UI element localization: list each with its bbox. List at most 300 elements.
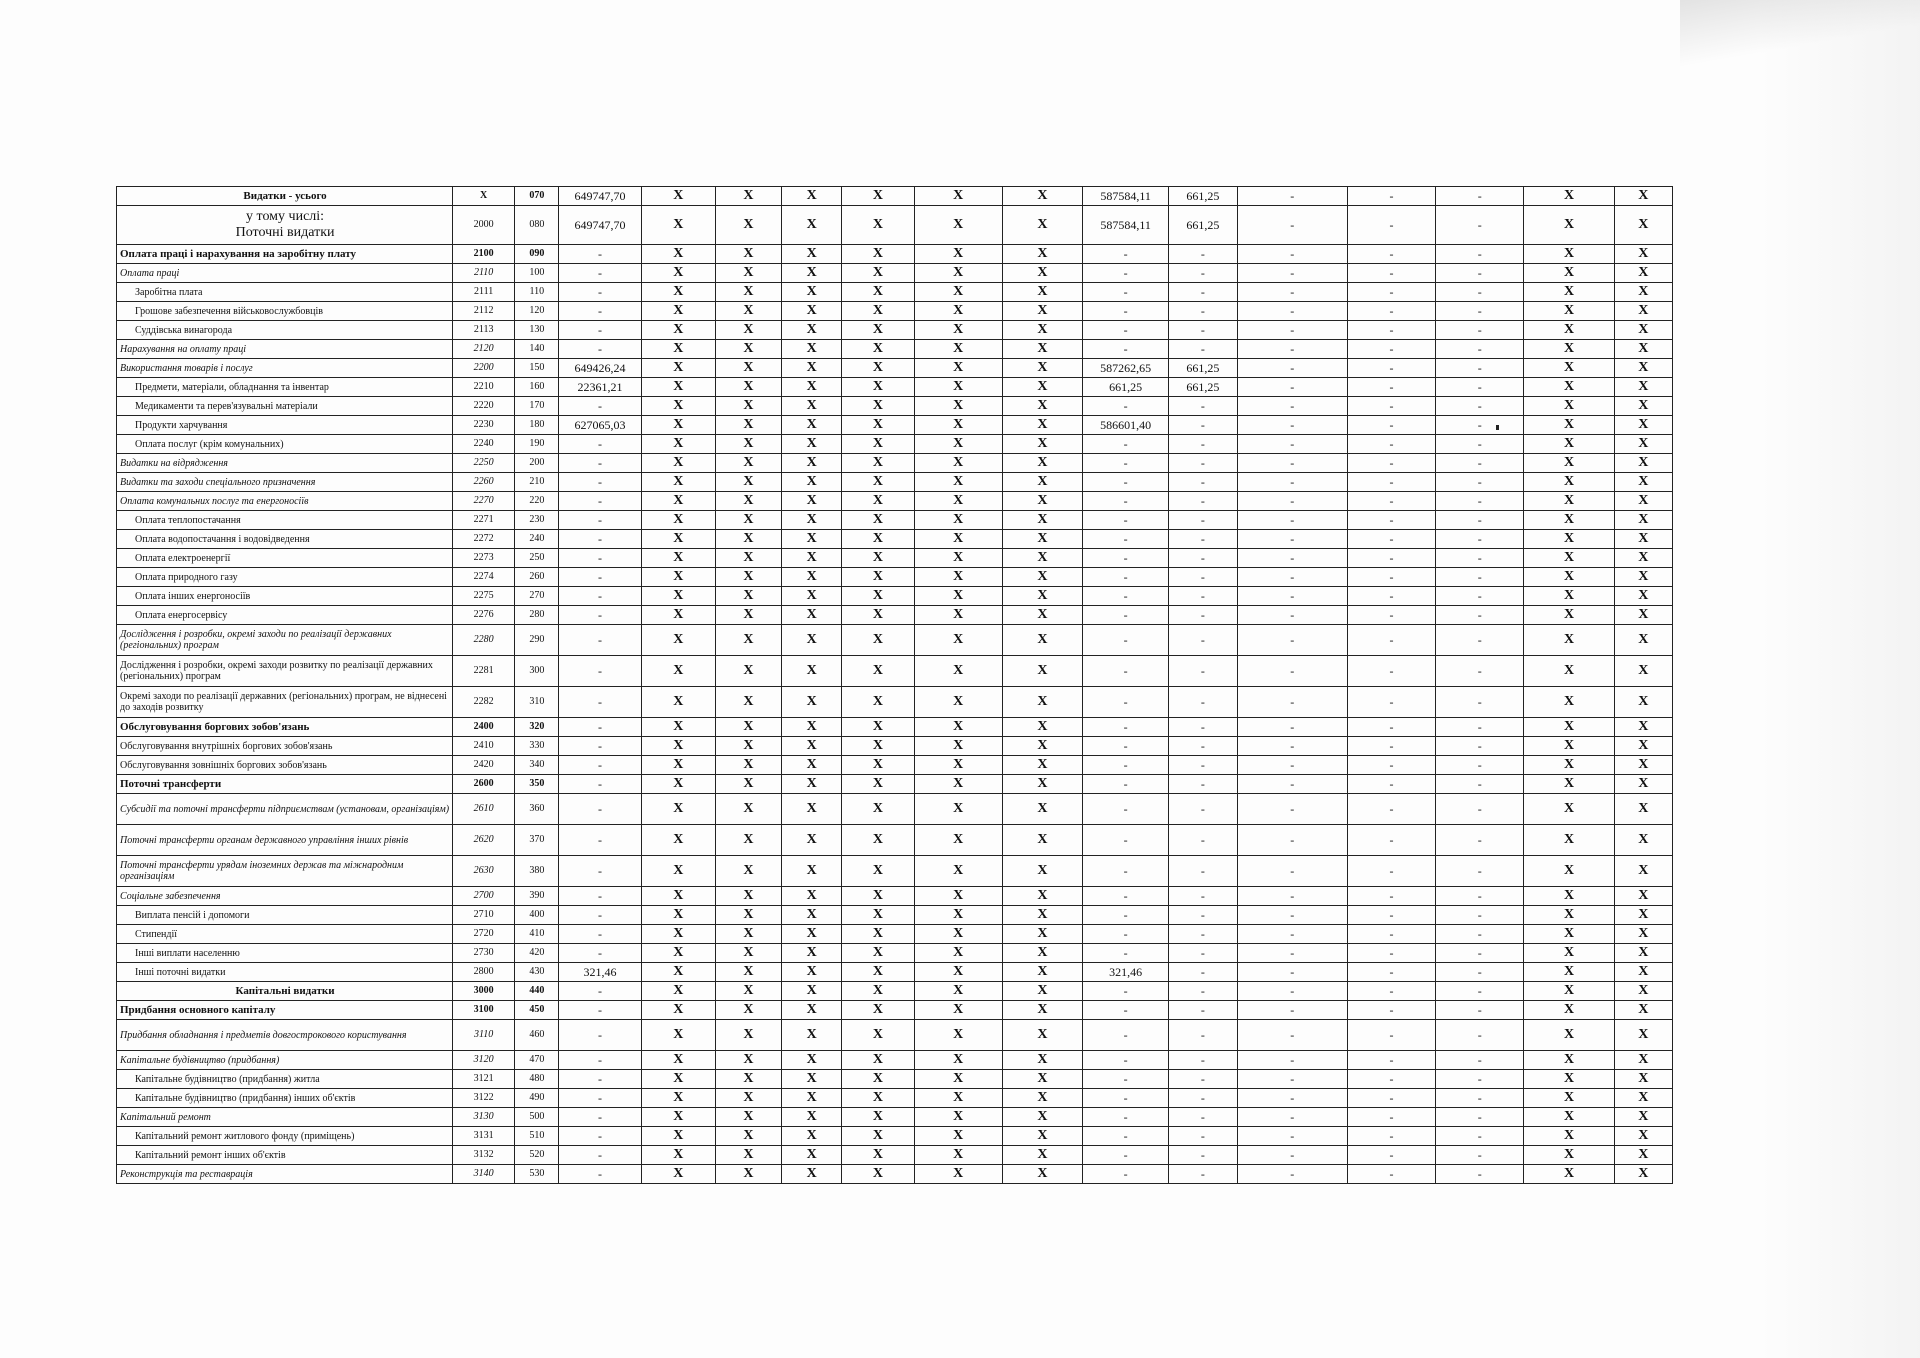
cell-c9: X	[914, 887, 1002, 906]
cell-cash: 587584,11	[1083, 206, 1169, 245]
cell-c12: 661,25	[1169, 378, 1237, 397]
cell-c7: X	[782, 530, 842, 549]
cell-c7: X	[782, 473, 842, 492]
cell-c6: X	[715, 737, 781, 756]
table-row	[117, 435, 1673, 454]
cell-kekv: 2282	[453, 687, 515, 718]
cell-c17: X	[1614, 359, 1672, 378]
table-row	[117, 944, 1673, 963]
cell-c12: -	[1169, 856, 1237, 887]
cell-kekv: X	[453, 187, 515, 206]
cell-c5: X	[641, 718, 715, 737]
cell-c7: X	[782, 340, 842, 359]
cell-c9: X	[914, 1001, 1002, 1020]
cell-c10: X	[1002, 549, 1082, 568]
cell-c13: -	[1237, 1051, 1347, 1070]
cell-c13: -	[1237, 944, 1347, 963]
cell-cash: -	[1083, 397, 1169, 416]
cell-kekv: 3140	[453, 1165, 515, 1184]
row-name-cell: Капітальний ремонт інших об'єктів	[117, 1146, 453, 1165]
cell-plan: -	[559, 856, 641, 887]
cell-c10: X	[1002, 530, 1082, 549]
cell-c6: X	[715, 1165, 781, 1184]
cell-c5: X	[641, 397, 715, 416]
cell-c12: -	[1169, 656, 1237, 687]
cell-plan: -	[559, 245, 641, 264]
cell-c13: -	[1237, 756, 1347, 775]
cell-c13: -	[1237, 397, 1347, 416]
cell-c17: X	[1614, 1146, 1672, 1165]
cell-c8: X	[842, 1070, 914, 1089]
cell-c5: X	[641, 1051, 715, 1070]
cell-c15: -	[1436, 718, 1524, 737]
cell-line: 430	[515, 963, 559, 982]
cell-c5: X	[641, 906, 715, 925]
cell-c8: X	[842, 982, 914, 1001]
cell-c13: -	[1237, 1001, 1347, 1020]
cell-kekv: 2220	[453, 397, 515, 416]
cell-c9: X	[914, 492, 1002, 511]
cell-c15: -	[1436, 397, 1524, 416]
cell-line: 350	[515, 775, 559, 794]
row-name-cell: Придбання обладнання і предметів довгострокового користування	[117, 1020, 453, 1051]
cell-c8: X	[842, 568, 914, 587]
cell-c13: -	[1237, 245, 1347, 264]
cell-c15: -	[1436, 775, 1524, 794]
cell-line: 440	[515, 982, 559, 1001]
cell-cash: -	[1083, 492, 1169, 511]
cell-c14: -	[1347, 1001, 1435, 1020]
cell-c9: X	[914, 511, 1002, 530]
cell-cash: -	[1083, 1146, 1169, 1165]
cell-c17: X	[1614, 264, 1672, 283]
cell-c5: X	[641, 625, 715, 656]
cell-plan: -	[559, 906, 641, 925]
cell-c10: X	[1002, 1051, 1082, 1070]
cell-kekv: 3120	[453, 1051, 515, 1070]
cell-c6: X	[715, 416, 781, 435]
cell-c7: X	[782, 187, 842, 206]
cell-line: 330	[515, 737, 559, 756]
cell-cash: -	[1083, 454, 1169, 473]
cell-c14: -	[1347, 925, 1435, 944]
row-name-cell: Соціальне забезпечення	[117, 887, 453, 906]
cell-c8: X	[842, 454, 914, 473]
cell-c17: X	[1614, 718, 1672, 737]
cell-c16: X	[1524, 906, 1614, 925]
cell-line: 500	[515, 1108, 559, 1127]
cell-c17: X	[1614, 1001, 1672, 1020]
cell-c7: X	[782, 1165, 842, 1184]
table-row	[117, 856, 1673, 887]
table-row	[117, 206, 1673, 245]
cell-c6: X	[715, 718, 781, 737]
cell-line: 170	[515, 397, 559, 416]
cell-kekv: 3000	[453, 982, 515, 1001]
row-name-cell: Оплата праці	[117, 264, 453, 283]
cell-c8: X	[842, 1108, 914, 1127]
cell-c12: 661,25	[1169, 187, 1237, 206]
cell-c15: -	[1436, 283, 1524, 302]
cell-c6: X	[715, 283, 781, 302]
row-name-cell: Інші поточні видатки	[117, 963, 453, 982]
cell-plan: -	[559, 775, 641, 794]
row-name-cell: Обслуговування боргових зобов'язань	[117, 718, 453, 737]
cell-c16: X	[1524, 606, 1614, 625]
cell-c14: -	[1347, 963, 1435, 982]
cell-c14: -	[1347, 1070, 1435, 1089]
cell-line: 140	[515, 340, 559, 359]
cell-c16: X	[1524, 302, 1614, 321]
cell-c16: X	[1524, 887, 1614, 906]
cell-cash: -	[1083, 340, 1169, 359]
cell-c15: -	[1436, 302, 1524, 321]
cell-c6: X	[715, 606, 781, 625]
cell-c5: X	[641, 454, 715, 473]
cell-c7: X	[782, 492, 842, 511]
cell-c17: X	[1614, 1070, 1672, 1089]
cell-c16: X	[1524, 1051, 1614, 1070]
cell-c10: X	[1002, 264, 1082, 283]
cell-c17: X	[1614, 606, 1672, 625]
cell-c12: -	[1169, 925, 1237, 944]
cell-c7: X	[782, 687, 842, 718]
cell-cash: -	[1083, 856, 1169, 887]
cell-kekv: 2250	[453, 454, 515, 473]
cell-line: 290	[515, 625, 559, 656]
cell-c9: X	[914, 245, 1002, 264]
cell-c9: X	[914, 568, 1002, 587]
cell-c10: X	[1002, 737, 1082, 756]
cell-plan: -	[559, 794, 641, 825]
cell-c17: X	[1614, 1165, 1672, 1184]
cell-c10: X	[1002, 963, 1082, 982]
cell-c8: X	[842, 737, 914, 756]
cell-c17: X	[1614, 775, 1672, 794]
cell-c6: X	[715, 1001, 781, 1020]
table-row	[117, 1108, 1673, 1127]
table-row	[117, 656, 1673, 687]
cell-c10: X	[1002, 775, 1082, 794]
cell-c12: -	[1169, 492, 1237, 511]
cell-c6: X	[715, 1127, 781, 1146]
cell-c6: X	[715, 756, 781, 775]
table-row	[117, 397, 1673, 416]
cell-line: 200	[515, 454, 559, 473]
cell-c13: -	[1237, 1146, 1347, 1165]
table-row	[117, 963, 1673, 982]
row-name-cell: Оплата енергосервісу	[117, 606, 453, 625]
table-row	[117, 756, 1673, 775]
cell-cash: -	[1083, 906, 1169, 925]
cell-c7: X	[782, 925, 842, 944]
cell-c17: X	[1614, 982, 1672, 1001]
cell-c12: -	[1169, 568, 1237, 587]
cell-c16: X	[1524, 587, 1614, 606]
cell-c13: -	[1237, 1108, 1347, 1127]
row-name-cell: у тому числі: Поточні видатки	[117, 206, 453, 245]
cell-plan: -	[559, 1146, 641, 1165]
cell-c7: X	[782, 321, 842, 340]
cell-kekv: 2260	[453, 473, 515, 492]
cell-c14: -	[1347, 492, 1435, 511]
cell-c16: X	[1524, 530, 1614, 549]
cell-c6: X	[715, 530, 781, 549]
cell-c5: X	[641, 1020, 715, 1051]
cell-c15: -	[1436, 378, 1524, 397]
cell-c9: X	[914, 944, 1002, 963]
cell-kekv: 2400	[453, 718, 515, 737]
cell-c14: -	[1347, 1146, 1435, 1165]
cell-c15: -	[1436, 656, 1524, 687]
cell-c6: X	[715, 775, 781, 794]
cell-plan: -	[559, 606, 641, 625]
cell-c10: X	[1002, 856, 1082, 887]
cell-c7: X	[782, 283, 842, 302]
cell-c15: -	[1436, 435, 1524, 454]
cell-c6: X	[715, 625, 781, 656]
table-row	[117, 906, 1673, 925]
cell-plan: -	[559, 656, 641, 687]
row-name-cell: Предмети, матеріали, обладнання та інвентар	[117, 378, 453, 397]
cell-c14: -	[1347, 887, 1435, 906]
cell-c7: X	[782, 435, 842, 454]
cell-c15: -	[1436, 1108, 1524, 1127]
cell-line: 180	[515, 416, 559, 435]
cell-c5: X	[641, 825, 715, 856]
cell-plan: -	[559, 1108, 641, 1127]
cell-c15: -	[1436, 321, 1524, 340]
cell-c12: -	[1169, 687, 1237, 718]
cell-c7: X	[782, 416, 842, 435]
cell-c7: X	[782, 359, 842, 378]
cell-c6: X	[715, 397, 781, 416]
row-name-cell: Дослідження і розробки, окремі заходи по реалізації державних (регіональних) програм	[117, 625, 453, 656]
cell-c12: -	[1169, 825, 1237, 856]
cell-line: 310	[515, 687, 559, 718]
cell-c6: X	[715, 321, 781, 340]
row-name-cell: Видатки на відрядження	[117, 454, 453, 473]
table-row	[117, 1146, 1673, 1165]
cell-plan: -	[559, 435, 641, 454]
cell-plan: 649426,24	[559, 359, 641, 378]
cell-c9: X	[914, 340, 1002, 359]
cell-c13: -	[1237, 530, 1347, 549]
page-corner-fold	[1680, 0, 1920, 70]
cell-c7: X	[782, 1127, 842, 1146]
table-row	[117, 416, 1673, 435]
table-row	[117, 718, 1673, 737]
cell-kekv: 3131	[453, 1127, 515, 1146]
cell-c12: -	[1169, 587, 1237, 606]
row-name-cell: Інші виплати населенню	[117, 944, 453, 963]
table-row	[117, 1070, 1673, 1089]
row-name-cell: Субсидії та поточні трансферти підприємствам (установам, організаціям)	[117, 794, 453, 825]
cell-c13: -	[1237, 656, 1347, 687]
cell-c14: -	[1347, 1089, 1435, 1108]
cell-c5: X	[641, 435, 715, 454]
cell-c5: X	[641, 1070, 715, 1089]
cell-c14: -	[1347, 206, 1435, 245]
cell-c14: -	[1347, 1165, 1435, 1184]
cell-c5: X	[641, 982, 715, 1001]
cell-c6: X	[715, 587, 781, 606]
cell-line: 240	[515, 530, 559, 549]
cell-c13: -	[1237, 963, 1347, 982]
cell-c17: X	[1614, 1108, 1672, 1127]
cell-c5: X	[641, 1001, 715, 1020]
cell-c12: -	[1169, 549, 1237, 568]
cell-c16: X	[1524, 397, 1614, 416]
cell-c8: X	[842, 340, 914, 359]
cell-c9: X	[914, 321, 1002, 340]
cell-c9: X	[914, 397, 1002, 416]
row-name-cell: Капітальний ремонт житлового фонду (приміщень)	[117, 1127, 453, 1146]
cell-c5: X	[641, 856, 715, 887]
cell-c17: X	[1614, 794, 1672, 825]
cell-c12: -	[1169, 944, 1237, 963]
row-name-cell: Виплата пенсій і допомоги	[117, 906, 453, 925]
row-name-cell: Оплата теплопостачання	[117, 511, 453, 530]
row-name-cell: Оплата інших енергоносіїв	[117, 587, 453, 606]
cell-c15: -	[1436, 606, 1524, 625]
cell-plan: -	[559, 302, 641, 321]
cell-line: 210	[515, 473, 559, 492]
cell-plan: -	[559, 530, 641, 549]
cell-plan: -	[559, 625, 641, 656]
cell-c10: X	[1002, 492, 1082, 511]
cell-cash: -	[1083, 435, 1169, 454]
cell-c5: X	[641, 264, 715, 283]
cell-c17: X	[1614, 530, 1672, 549]
cell-c12: -	[1169, 606, 1237, 625]
cell-c14: -	[1347, 775, 1435, 794]
cell-c6: X	[715, 340, 781, 359]
cell-c15: -	[1436, 530, 1524, 549]
cell-c15: -	[1436, 416, 1524, 435]
cell-c9: X	[914, 687, 1002, 718]
cell-c14: -	[1347, 245, 1435, 264]
table-row	[117, 1020, 1673, 1051]
cell-c12: -	[1169, 340, 1237, 359]
cell-c9: X	[914, 737, 1002, 756]
expenditure-report-table	[116, 186, 1673, 1184]
cell-c9: X	[914, 1020, 1002, 1051]
cell-c7: X	[782, 737, 842, 756]
cell-plan: 649747,70	[559, 206, 641, 245]
cell-c16: X	[1524, 492, 1614, 511]
cell-c14: -	[1347, 856, 1435, 887]
cell-plan: -	[559, 737, 641, 756]
cell-c7: X	[782, 794, 842, 825]
cell-kekv: 2730	[453, 944, 515, 963]
cell-c15: -	[1436, 454, 1524, 473]
cell-kekv: 2112	[453, 302, 515, 321]
table-row	[117, 302, 1673, 321]
cell-c16: X	[1524, 925, 1614, 944]
cell-line: 250	[515, 549, 559, 568]
cell-c13: -	[1237, 775, 1347, 794]
cell-kekv: 2600	[453, 775, 515, 794]
cell-c15: -	[1436, 1146, 1524, 1165]
table-row	[117, 587, 1673, 606]
cell-c10: X	[1002, 340, 1082, 359]
cell-cash: -	[1083, 718, 1169, 737]
cell-c8: X	[842, 492, 914, 511]
cell-c14: -	[1347, 1051, 1435, 1070]
cell-c9: X	[914, 187, 1002, 206]
cell-cash: -	[1083, 687, 1169, 718]
cell-c15: -	[1436, 245, 1524, 264]
cell-plan: -	[559, 756, 641, 775]
cell-c12: -	[1169, 737, 1237, 756]
cell-c8: X	[842, 245, 914, 264]
cell-plan: -	[559, 718, 641, 737]
cell-c5: X	[641, 606, 715, 625]
cell-c12: -	[1169, 963, 1237, 982]
cell-c7: X	[782, 1001, 842, 1020]
cell-c15: -	[1436, 925, 1524, 944]
cell-plan: 649747,70	[559, 187, 641, 206]
cell-c16: X	[1524, 825, 1614, 856]
cell-c9: X	[914, 925, 1002, 944]
cell-c10: X	[1002, 982, 1082, 1001]
cell-c12: -	[1169, 1020, 1237, 1051]
cell-c6: X	[715, 944, 781, 963]
table-row	[117, 530, 1673, 549]
cell-c10: X	[1002, 906, 1082, 925]
cell-c14: -	[1347, 606, 1435, 625]
cell-c8: X	[842, 718, 914, 737]
row-name-cell: Капітальне будівництво (придбання)	[117, 1051, 453, 1070]
cell-c6: X	[715, 302, 781, 321]
cell-c13: -	[1237, 302, 1347, 321]
cell-plan: 22361,21	[559, 378, 641, 397]
cell-c8: X	[842, 794, 914, 825]
cell-c5: X	[641, 944, 715, 963]
cell-line: 260	[515, 568, 559, 587]
cell-c13: -	[1237, 416, 1347, 435]
cell-c16: X	[1524, 264, 1614, 283]
cell-c7: X	[782, 1146, 842, 1165]
row-name-cell: Заробітна плата	[117, 283, 453, 302]
cell-c5: X	[641, 568, 715, 587]
cell-c10: X	[1002, 1001, 1082, 1020]
cell-c5: X	[641, 687, 715, 718]
table-row	[117, 511, 1673, 530]
cell-c14: -	[1347, 1127, 1435, 1146]
cell-plan: 627065,03	[559, 416, 641, 435]
cell-c8: X	[842, 187, 914, 206]
cell-c17: X	[1614, 473, 1672, 492]
cell-plan: -	[559, 1051, 641, 1070]
cell-c17: X	[1614, 187, 1672, 206]
cell-c12: -	[1169, 454, 1237, 473]
cell-kekv: 2281	[453, 656, 515, 687]
cell-c14: -	[1347, 187, 1435, 206]
cell-kekv: 2630	[453, 856, 515, 887]
cell-c7: X	[782, 856, 842, 887]
row-name-cell: Медикаменти та перев'язувальні матеріали	[117, 397, 453, 416]
cell-kekv: 2110	[453, 264, 515, 283]
cell-c13: -	[1237, 887, 1347, 906]
cell-c8: X	[842, 1001, 914, 1020]
cell-line: 380	[515, 856, 559, 887]
cell-c8: X	[842, 397, 914, 416]
cell-c14: -	[1347, 283, 1435, 302]
cell-c15: -	[1436, 206, 1524, 245]
cell-c17: X	[1614, 906, 1672, 925]
